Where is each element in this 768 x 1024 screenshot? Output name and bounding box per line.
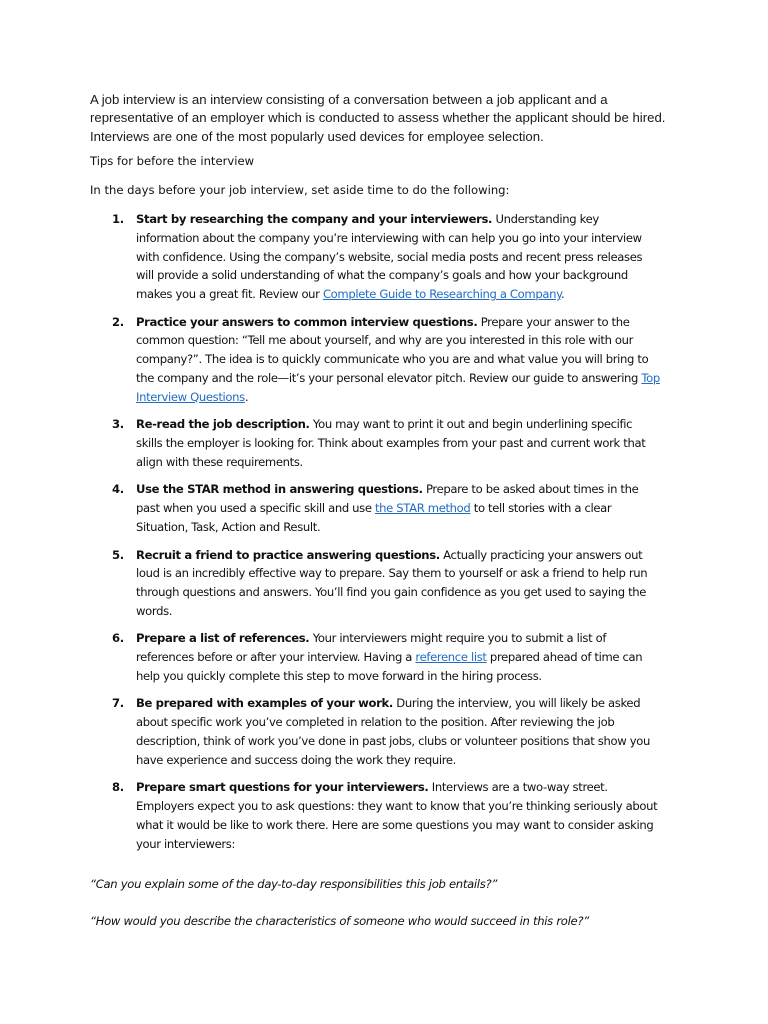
tip-title: Recruit a friend to practice answering questions. [136, 547, 440, 562]
list-number: 6. [112, 631, 124, 646]
tip-title: Practice your answers to common interview questions. [136, 314, 478, 329]
list-number: 3. [112, 417, 124, 432]
tip-title: Prepare a list of references. [136, 631, 310, 646]
list-item [90, 210, 660, 304]
tips-list [90, 210, 660, 862]
tip-text: Prepare to be asked about times in the past when you used a specific skill and use [136, 482, 639, 516]
tip-text-after: to tell stories with a clear Situation, Task, Action and Result. [136, 501, 612, 535]
sample-question: “How would you describe the characteristics of someone who would succeed in this role?” [90, 914, 589, 928]
tip-title: Prepare smart questions for your interviewers. [136, 780, 429, 795]
list-number: 1. [112, 212, 124, 226]
list-item [90, 694, 660, 769]
lead-sentence: In the days before your job interview, set aside time to do the following: [90, 183, 510, 197]
tip-text: Your interviewers might require you to submit a list of references before or after your interview. Having a [136, 631, 607, 665]
list-item [90, 546, 660, 621]
tip-text: You may want to print it out and begin underlining specific skills the employer is looking for. Think about examples from your past and current work that align with these requirements. [136, 417, 646, 469]
tip-text-after: prepared ahead of time can help you quickly complete this step to move forward in the hiring process. [136, 650, 643, 683]
list-item [90, 415, 660, 471]
tip-text-after: . [561, 287, 565, 302]
sample-question: “Can you explain some of the day-to-day responsibilities this job entails?” [90, 877, 498, 891]
list-number: 8. [112, 780, 124, 795]
tip-title: Re-read the job description. [136, 417, 310, 432]
tips-heading: Tips for before the interview [90, 154, 255, 168]
list-item [90, 629, 660, 685]
tip-text: Interviews are a two-way street. Employers expect you to ask questions: they want to know that you’re thinking seriously about what it would be like to work there. Here are some questions you may want to consider asking your interviewers: [136, 780, 658, 851]
tip-text: Prepare your answer to the common question: “Tell me about yourself, and why are you interested in this role with our company?”. The idea is to quickly communicate who you are and what value you will bring to the company and the role—it’s your personal elevator pitch. Review our guide to answering [136, 314, 649, 386]
list-number: 5. [112, 547, 124, 562]
list-item [90, 778, 660, 853]
tip-text: Actually practicing your answers out loud is an incredibly effective way to prepare. Say them to yourself or ask a friend to help run through questions and answers. You’ll find you gain confidence as you get used to saying the words. [136, 547, 648, 618]
tip-text: During the interview, you will likely be asked about specific work you’ve completed in relation to the position. After reviewing the job description, think of work you’ve done in past jobs, clubs or volunteer positions that show you have experience and success doing the work they require. [136, 696, 650, 767]
tip-title: Use the STAR method in answering questions. [136, 482, 423, 497]
list-number: 4. [112, 482, 124, 497]
reference-list-link[interactable]: reference list [415, 650, 487, 665]
tip-text-after: . [244, 389, 249, 404]
star-method-link[interactable]: the STAR method [374, 501, 471, 516]
list-item [90, 313, 660, 407]
tip-title: Be prepared with examples of your work. [136, 696, 393, 711]
top-questions-link[interactable]: Top Interview Questions [136, 371, 660, 404]
list-item [90, 480, 660, 536]
list-number: 2. [112, 314, 124, 329]
tip-title: Start by researching the company and your interviewers. [136, 212, 493, 226]
list-number: 7. [112, 696, 124, 711]
tip-text: Understanding key information about the company you’re interviewing with can help you go into your interview with confidence. Using the company’s website, social media posts and recent press releases will provide a solid understanding of what the company’s goals and how your background makes you a great fit. Review our [136, 212, 643, 302]
research-guide-link[interactable]: Complete Guide to Researching a Company [322, 287, 561, 302]
intro-paragraph: A job interview is an interview consisting of a conversation between a job applicant and a representative of an employer which is conducted to assess whether the applicant should be hired. Interviews are one of the most popularly used devices for employee selection. [90, 92, 666, 144]
